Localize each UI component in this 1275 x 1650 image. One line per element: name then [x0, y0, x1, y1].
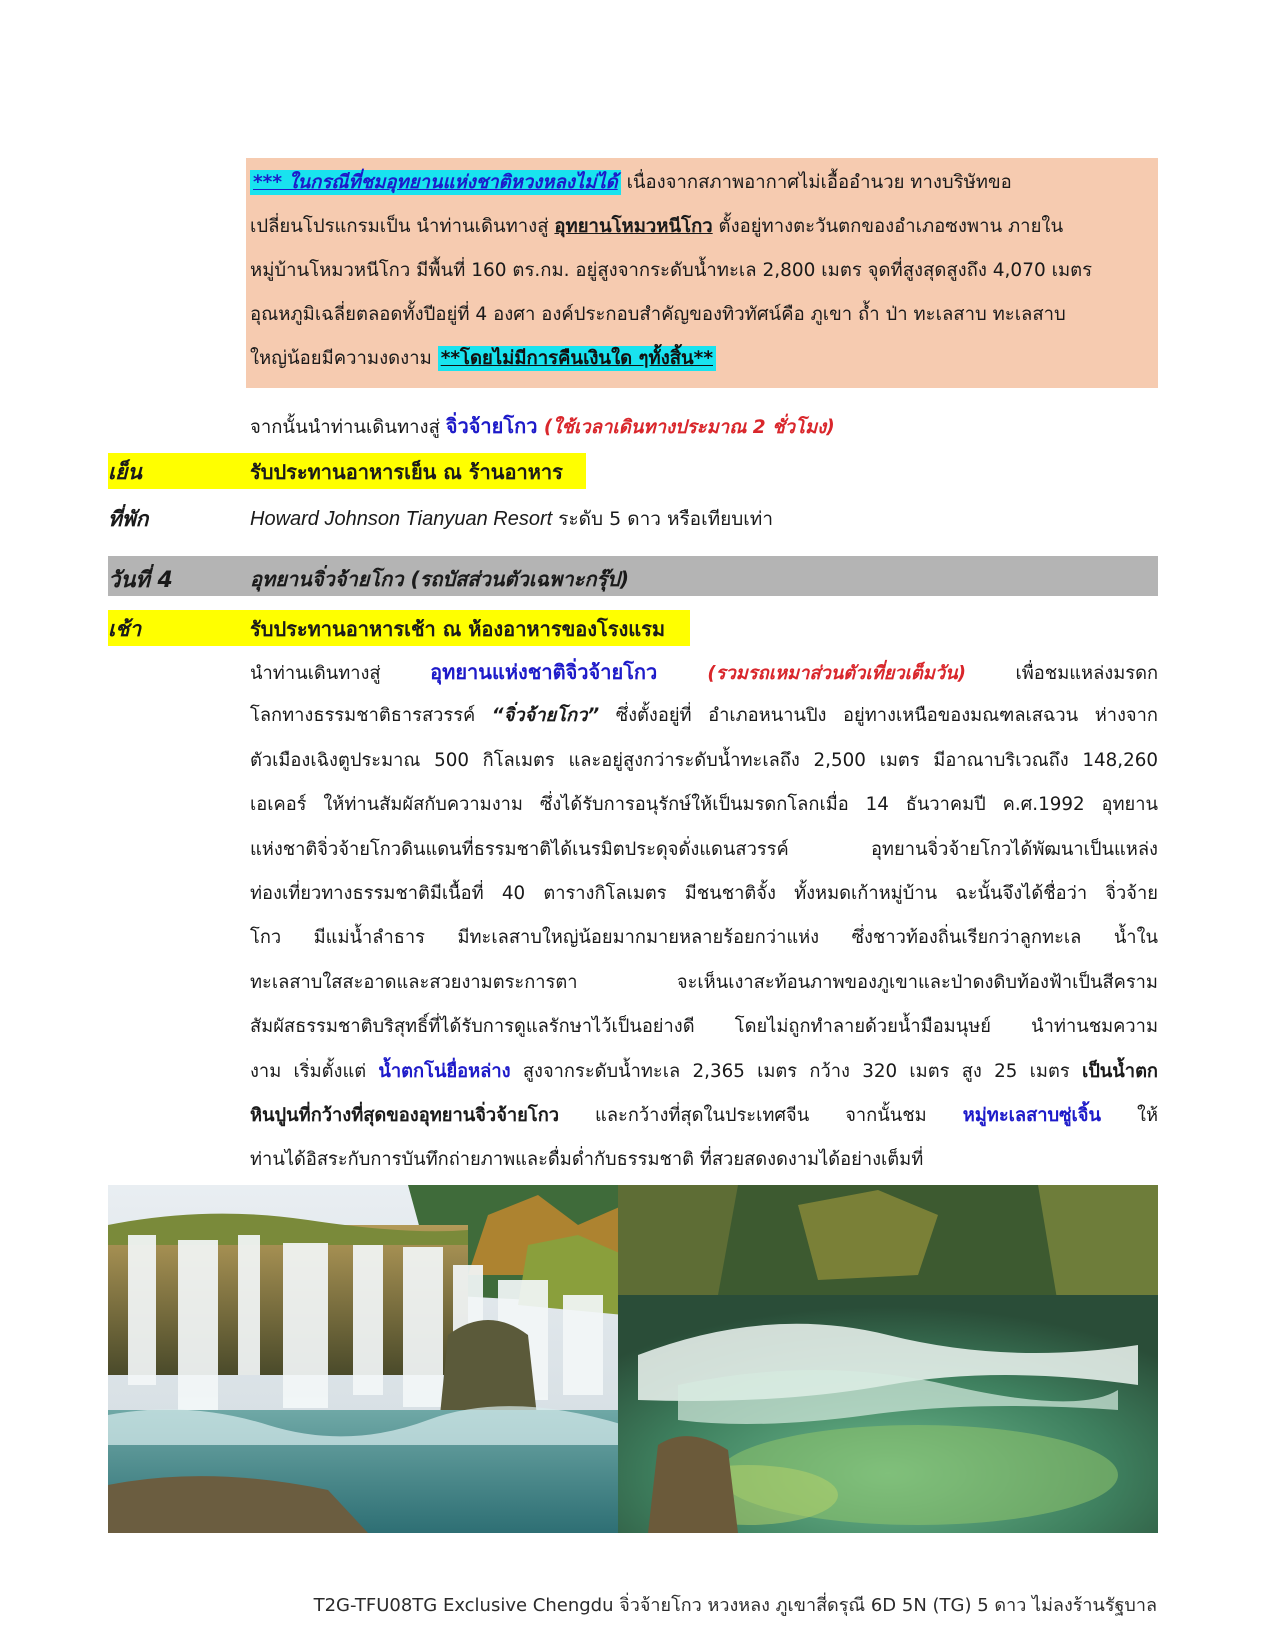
- hotel-name: Howard Johnson Tianyuan Resort: [250, 508, 553, 530]
- day4-title: อุทยานจิ่วจ้ายโกว (รถบัสส่วนตัวเฉพาะกรุ๊ป): [250, 567, 630, 591]
- desc-line: ทะเลสาบใสสะอาดและสวยงามตระการตา จะเห็นเงาสะท้อนภาพของภูเขาและป่าดงดิบท้องฟ้าเป็นสีคราม: [250, 971, 1158, 993]
- notice-line-1: *** ในกรณีที่ชมอุทยานแห่งชาติหวงหลงไม่ได้ เนื่องจากสภาพอากาศไม่เอื้ออำนวย ทางบริษัทขอ: [250, 161, 1154, 205]
- page-footer: T2G-TFU08TG Exclusive Chengdu จิ่วจ้ายโกว หวงหลง ภูเขาสี่ดรุณี 6D 5N (TG) 5 ดาว ไม่ลงร้านรัฐบาล: [313, 1595, 1157, 1616]
- desc-line: โกว มีแม่น้ำลำธาร มีทะเลสาบใหญ่น้อยมากมายหลายร้อยกว่าแห่ง ซึ่งชาวท้องถิ่นเรียกว่าลูกทะเล น้ำใน: [250, 927, 1158, 949]
- breakfast-text: รับประทานอาหารเช้า ณ ห้องอาหารของโรงแรม: [250, 617, 666, 641]
- desc-line: ท่านได้อิสระกับการบันทึกถ่ายภาพและดื่มด่ำกับธรรมชาติ ที่สวยสดงดงามได้อย่างเต็มที่: [250, 1149, 924, 1171]
- jiuzhaigou-link: จิ่วจ้ายโกว: [445, 414, 538, 438]
- nuorilang-falls: น้ำตกโน่ยื่อหล่าง: [378, 1060, 511, 1082]
- stream-photo: [618, 1185, 1158, 1533]
- desc-line: ตัวเมืองเฉิงตูประมาณ 500 กิโลเมตร และอยู่สูงกว่าระดับน้ำทะเลถึง 2,500 เมตร มีอาณาบริเวณถึง 148,260: [250, 749, 1158, 771]
- waterfall-photo: [108, 1185, 624, 1533]
- desc-line: สัมผัสธรรมชาติบริสุทธิ์ที่ได้รับการดูแลรักษาไว้เป็นอย่างดี โดยไม่ถูกทำลายด้วยน้ำมือมนุษย์ นำท่านชมความ: [250, 1016, 1158, 1038]
- desc-line: นำท่านเดินทางสู่ อุทยานแห่งชาติจิ่วจ้ายโกว (รวมรถเหมาส่วนตัวเที่ยวเต็มวัน) เพื่อชมแหล่งมรดก: [250, 660, 1159, 684]
- no-refund-highlight: **โดยไม่มีการคืนเงินใด ๆทั้งสิ้น**: [438, 346, 716, 371]
- breakfast-label: เช้า: [108, 617, 142, 641]
- notice-line-3: หมู่บ้านโหมวหนีโกว มีพื้นที่ 160 ตร.กม. อยู่สูงจากระดับน้ำทะเล 2,800 เมตร จุดที่สูงสุดสูงถึง 4,070 เมตร: [250, 260, 1093, 281]
- notice-line-4: อุณหภูมิเฉลี่ยตลอดทั้งปีอยู่ที่ 4 องศา องค์ประกอบสำคัญของทิวทัศน์คือ ภูเขา ถ้ำ ป่า ทะเลสาบ ทะเลสาบ: [250, 304, 1066, 325]
- desc-line: ท่องเที่ยวทางธรรมชาติมีเนื้อที่ 40 ตารางกิโลเมตร มีชนชาติจั้ง ทั้งหมดเก้าหมู่บ้าน ฉะนั้นจึงได้ชื่อว่า จิ่วจ้าย: [250, 882, 1158, 904]
- moumiou-park: อุทยานโหมวหนีโกว: [554, 216, 713, 237]
- notice-line-5: ใหญ่น้อยมีความงดงาม **โดยไม่มีการคืนเงินใด ๆทั้งสิ้น**: [250, 337, 1154, 381]
- travel-line: จากนั้นนำท่านเดินทางสู่ จิ่วจ้ายโกว (ใช้เวลาเดินทางประมาณ 2 ชั่วโมง): [250, 414, 835, 438]
- notice-line-2: เปลี่ยนโปรแกรมเป็น นำท่านเดินทางสู่ อุทยานโหมวหนีโกว ตั้งอยู่ทางตะวันตกของอำเภอซงพาน ภายใน: [250, 216, 1064, 237]
- day4-description: [250, 650, 1158, 1183]
- desc-line: งาม เริ่มตั้งแต่ น้ำตกโน่ยื่อหล่าง สูงจากระดับน้ำทะเล 2,365 เมตร กว้าง 320 เมตร สูง 25 เมตร เป็นน้ำตก: [250, 1060, 1159, 1082]
- travel-duration: (ใช้เวลาเดินทางประมาณ 2 ชั่วโมง): [537, 417, 835, 438]
- hotel-line: Howard Johnson Tianyuan Resort ระดับ 5 ดาว หรือเทียบเท่า: [250, 508, 773, 530]
- desc-line: หินปูนที่กว้างที่สุดของอุทยานจิ่วจ้ายโกว และกว้างที่สุดในประเทศจีน จากนั้นชม หมู่ทะเลสาบซู่เจิ้น ให้: [250, 1104, 1158, 1126]
- day4-label: วันที่ 4: [108, 568, 173, 593]
- jiuzhaigou-park-link: อุทยานแห่งชาติจิ่วจ้ายโกว: [430, 660, 658, 684]
- dinner-label: เย็น: [108, 460, 142, 484]
- desc-line: แห่งชาติจิ่วจ้ายโกวดินแดนที่ธรรมชาติได้เนรมิตประดุจดั่งแดนสวรรค์ อุทยานจิ่วจ้ายโกวได้พัฒนาเป็นแหล่ง: [250, 838, 1158, 860]
- notice-highlight: *** ในกรณีที่ชมอุทยานแห่งชาติหวงหลงไม่ได้: [250, 170, 621, 195]
- hotel-label: ที่พัก: [108, 507, 149, 531]
- desc-line: เอเคอร์ ให้ท่านสัมผัสกับความงาม ซึ่งได้รับการอนุรักษ์ให้เป็นมรดกโลกเมื่อ 14 ธันวาคมปี ค.ศ.1992 อุทยาน: [250, 794, 1158, 816]
- shuzheng-lakes: หมู่ทะเลสาบซู่เจิ้น: [962, 1104, 1102, 1126]
- desc-line: โลกทางธรรมชาติธารสวรรค์ “จิ่วจ้ายโกว” ซึ่งตั้งอยู่ที่ อำเภอหนานปิง อยู่ทางเหนือของมณฑลเสฉวน ห่างจาก: [250, 705, 1158, 727]
- dinner-text: รับประทานอาหารเย็น ณ ร้านอาหาร: [250, 460, 563, 484]
